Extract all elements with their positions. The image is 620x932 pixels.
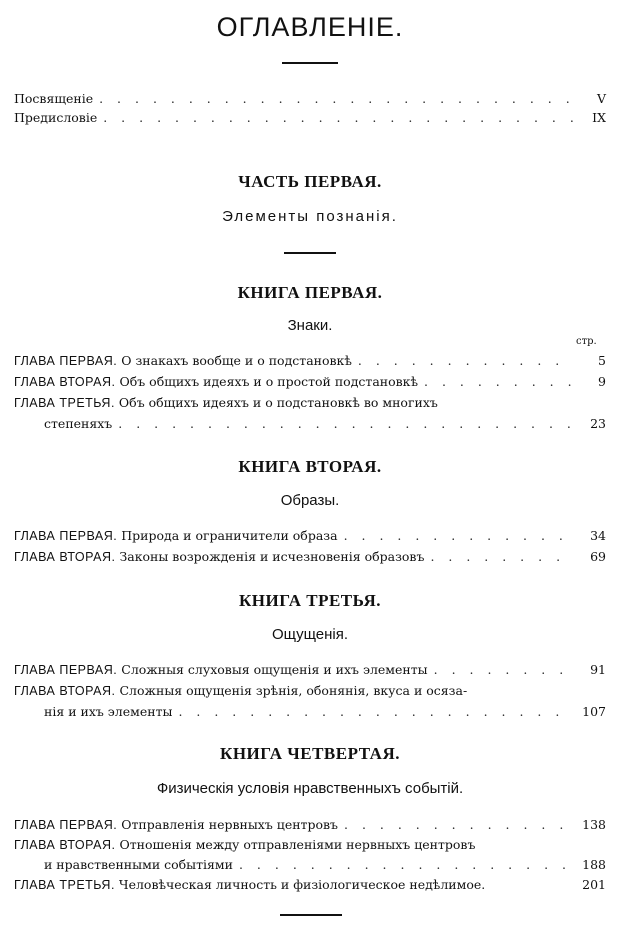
entry-label: Посвященiе (14, 91, 94, 106)
entry-label: Предисловiе (14, 110, 98, 125)
chapter-title: Человѣческая личность и физіологическое недѣлимое. (118, 877, 486, 892)
chapter-title: Отношенія между отправленіями нервныхъ центровъ (119, 837, 476, 852)
chapter-title: Природа и ограничители образа (121, 528, 338, 543)
dot-leader (430, 547, 574, 567)
dot-leader (434, 660, 574, 680)
entry-page: 23 (590, 416, 606, 431)
chapter-title: О знакахъ вообще и о подстановкѣ (121, 353, 352, 368)
entry-page: 107 (582, 704, 606, 719)
book-title: КНИГА ПЕРВАЯ. (237, 283, 383, 302)
toc-entry[interactable] (14, 547, 606, 567)
chapter-title: Объ общихъ идеяхъ и о подстановкѣ во многихъ (118, 395, 438, 410)
book-section: Образы. (280, 492, 340, 509)
entry-page: 5 (598, 353, 606, 368)
chapter-title-continuation: нія и ихъ элементы (44, 704, 173, 719)
toc-entry-first-line[interactable] (14, 681, 574, 701)
toc-entry-dedication[interactable] (14, 89, 606, 109)
entry-page: 138 (582, 817, 606, 832)
chapter-label: ГЛАВА ВТОРАЯ. (14, 684, 116, 698)
book-section: Ощущенія. (271, 626, 349, 643)
toc-entry-first-line[interactable] (14, 835, 574, 855)
toc-entry-preface[interactable] (14, 108, 606, 128)
dot-leader (344, 815, 574, 835)
entry-page: 188 (582, 857, 606, 872)
chapter-label: ГЛАВА ВТОРАЯ. (14, 550, 116, 564)
chapter-label: ГЛАВА ВТОРАЯ. (14, 838, 116, 852)
chapter-title-continuation: степеняхъ (44, 416, 113, 431)
chapter-title: Отправленія нервныхъ центровъ (121, 817, 338, 832)
book-title: КНИГА ВТОРАЯ. (238, 457, 382, 476)
chapter-title-continuation: и нравственными событіями (44, 857, 233, 872)
title-divider (282, 62, 338, 64)
dot-leader (239, 855, 574, 875)
entry-page: V (596, 91, 606, 106)
chapter-label: ГЛАВА ПЕРВАЯ. (14, 529, 118, 543)
chapter-label: ГЛАВА ТРЕТЬЯ. (14, 878, 115, 892)
toc-entry[interactable] (14, 660, 606, 680)
dot-leader (99, 89, 574, 109)
toc-entry-continuation[interactable] (44, 855, 606, 875)
entry-page: 34 (590, 528, 606, 543)
dot-leader (103, 108, 574, 128)
entry-page: 69 (590, 549, 606, 564)
dot-leader (118, 414, 574, 434)
toc-entry-first-line[interactable] (14, 393, 574, 413)
chapter-label: ГЛАВА ПЕРВАЯ. (14, 818, 118, 832)
entry-page: 91 (590, 662, 606, 677)
toc-entry[interactable] (14, 526, 606, 546)
chapter-label: ГЛАВА ПЕРВАЯ. (14, 354, 118, 368)
chapter-title: Сложныя слуховыя ощущенія и ихъ элементы (121, 662, 428, 677)
chapter-title: Законы возрожденія и исчезновенія образовъ (119, 549, 425, 564)
chapter-label: ГЛАВА ВТОРАЯ. (14, 375, 116, 389)
part-title: ЧАСТЬ ПЕРВАЯ. (238, 172, 382, 191)
dot-leader (358, 351, 574, 371)
book-title: КНИГА ЧЕТВЕРТАЯ. (220, 744, 400, 763)
part-subtitle: Элементы познанiя. (222, 208, 398, 225)
book-title: КНИГА ТРЕТЬЯ. (238, 591, 382, 610)
toc-entry-continuation[interactable] (44, 414, 606, 434)
chapter-title: Объ общихъ идеяхъ и о простой подстановкѣ (119, 374, 419, 389)
page-column-header: стр. (576, 336, 597, 347)
bottom-divider (280, 914, 342, 916)
toc-entry[interactable] (14, 351, 606, 371)
toc-entry-continuation[interactable] (44, 702, 606, 722)
chapter-title: Сложныя ощущенія зрѣнія, обонянія, вкуса и осяза- (119, 683, 468, 698)
book-section: Физическія условія нравственныхъ событій. (156, 780, 464, 797)
toc-entry[interactable] (14, 875, 606, 895)
entry-page: IX (592, 110, 606, 125)
chapter-label: ГЛАВА ПЕРВАЯ. (14, 663, 118, 677)
chapter-label: ГЛАВА ТРЕТЬЯ. (14, 396, 115, 410)
dot-leader (178, 702, 574, 722)
toc-entry[interactable] (14, 815, 606, 835)
page-title: ОГЛАВЛЕНIЕ. (216, 12, 404, 42)
dot-leader (344, 526, 574, 546)
entry-page: 201 (582, 877, 606, 892)
part-divider (284, 252, 336, 254)
entry-page: 9 (598, 374, 606, 389)
dot-leader (424, 372, 574, 392)
toc-entry[interactable] (14, 372, 606, 392)
book-section: Знаки. (287, 317, 333, 334)
